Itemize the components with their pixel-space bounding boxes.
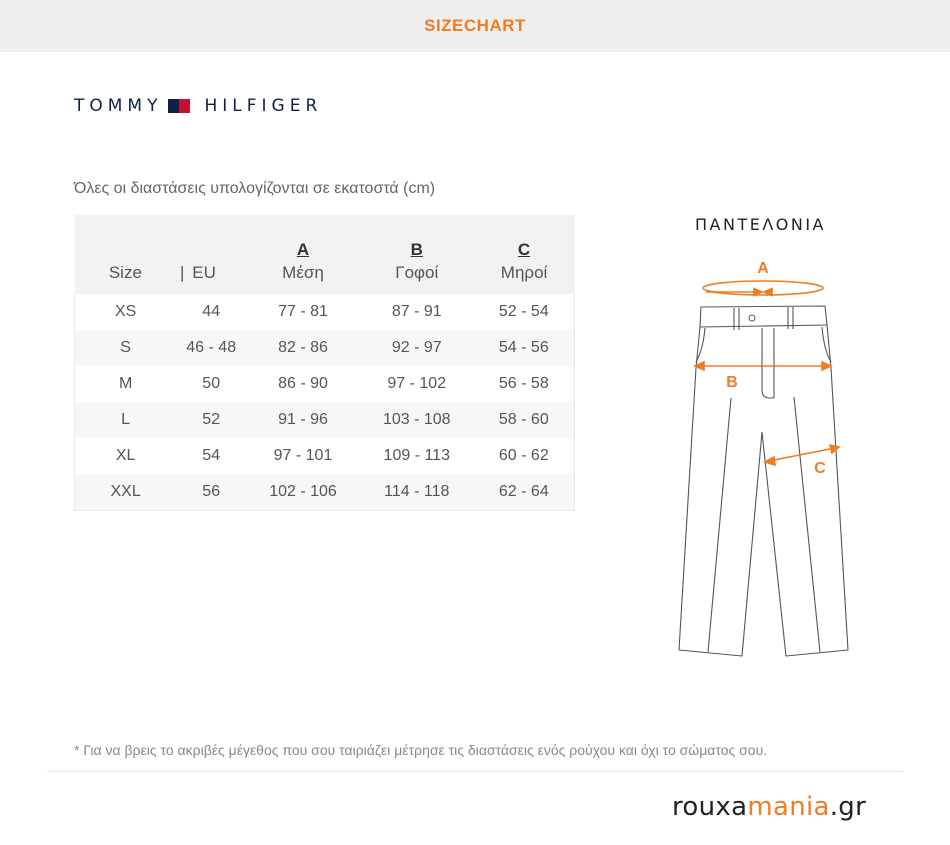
label-b: B: [726, 374, 738, 391]
table-row: [75, 474, 575, 511]
waist-measure-arrow: [703, 281, 823, 296]
header-b-label: Γοφοί: [395, 263, 439, 282]
cell-hips: 92 - 97: [391, 339, 442, 356]
logo-part-3: .gr: [829, 792, 867, 822]
cell-waist: 82 - 86: [278, 339, 328, 356]
table-header-row: [75, 215, 575, 294]
label-a: A: [757, 260, 769, 277]
cell-eu: 56: [202, 483, 221, 500]
table-row: [75, 330, 575, 366]
cell-size: XS: [114, 303, 137, 320]
header-c-letter: C: [517, 240, 531, 259]
cell-eu: 54: [202, 447, 221, 464]
label-c: C: [814, 460, 826, 477]
header-bar: [0, 0, 950, 52]
header-a-letter: A: [296, 240, 310, 259]
cell-thighs: 60 - 62: [498, 447, 549, 464]
header-eu: EU: [192, 263, 216, 282]
cell-hips: 87 - 91: [391, 303, 442, 320]
header-size: Size: [108, 263, 142, 282]
cell-waist: 86 - 90: [278, 375, 328, 392]
cell-hips: 109 - 113: [383, 447, 450, 464]
site-logo[interactable]: [672, 792, 866, 822]
header-a-label: Μέση: [282, 263, 324, 282]
cell-eu: 46 - 48: [186, 339, 237, 356]
header-separator: |: [180, 263, 185, 282]
cell-eu: 52: [202, 411, 221, 428]
size-table: [74, 215, 575, 511]
trousers-outline: [679, 306, 848, 656]
header-b-letter: B: [410, 240, 423, 259]
cell-size: XL: [115, 447, 136, 464]
hips-measure-arrow: [695, 362, 831, 370]
cell-size: XXL: [110, 483, 141, 500]
cell-thighs: 56 - 58: [498, 375, 549, 392]
units-note: Όλες οι διαστάσεις υπολογίζονται σε εκατοστά (cm): [74, 180, 436, 197]
header-hips: [360, 215, 474, 294]
cell-eu: 50: [202, 375, 221, 392]
cell-size: S: [120, 339, 131, 356]
thigh-measure-arrow: [765, 445, 839, 465]
brand-name-right: HILFIGER: [204, 96, 323, 116]
footnote: * Για να βρεις το ακριβές μέγεθος που σου ταιριάζει μέτρησε τις διαστάσεις ενός ρούχου και όχι το σώματος σου.: [74, 742, 768, 758]
cell-thighs: 52 - 54: [498, 303, 549, 320]
cell-waist: 91 - 96: [278, 411, 328, 428]
cell-eu: 44: [202, 303, 221, 320]
table-row: [75, 402, 575, 438]
header-thighs: [474, 215, 575, 294]
cell-thighs: 58 - 60: [498, 411, 549, 428]
cell-thighs: 62 - 64: [498, 483, 549, 500]
logo-part-2: mania: [747, 792, 830, 822]
cell-thighs: 54 - 56: [498, 339, 549, 356]
table-row: [75, 294, 575, 330]
table-row: [75, 438, 575, 474]
flag-icon: [168, 99, 190, 113]
cell-waist: 97 - 101: [273, 447, 333, 464]
cell-waist: 102 - 106: [269, 483, 337, 500]
cell-size: L: [121, 411, 131, 428]
cell-hips: 103 - 108: [382, 411, 451, 428]
brand-name-left: TOMMY: [74, 96, 163, 116]
logo-part-1: rouxa: [672, 792, 748, 822]
header-c-label: Μηροί: [500, 263, 548, 282]
diagram-title: ΠΑΝΤΕΛΟΝΙΑ: [695, 215, 826, 234]
brand-logo: [74, 95, 322, 117]
table-row: [75, 366, 575, 402]
cell-hips: 114 - 118: [384, 483, 450, 500]
trousers-diagram: [670, 250, 860, 670]
header-waist: [246, 215, 360, 294]
page-title: SIZECHART: [424, 16, 526, 35]
cell-size: M: [118, 375, 133, 392]
button-icon: [749, 315, 755, 321]
cell-waist: 77 - 81: [278, 303, 328, 320]
divider: [47, 771, 903, 772]
cell-hips: 97 - 102: [387, 375, 447, 392]
